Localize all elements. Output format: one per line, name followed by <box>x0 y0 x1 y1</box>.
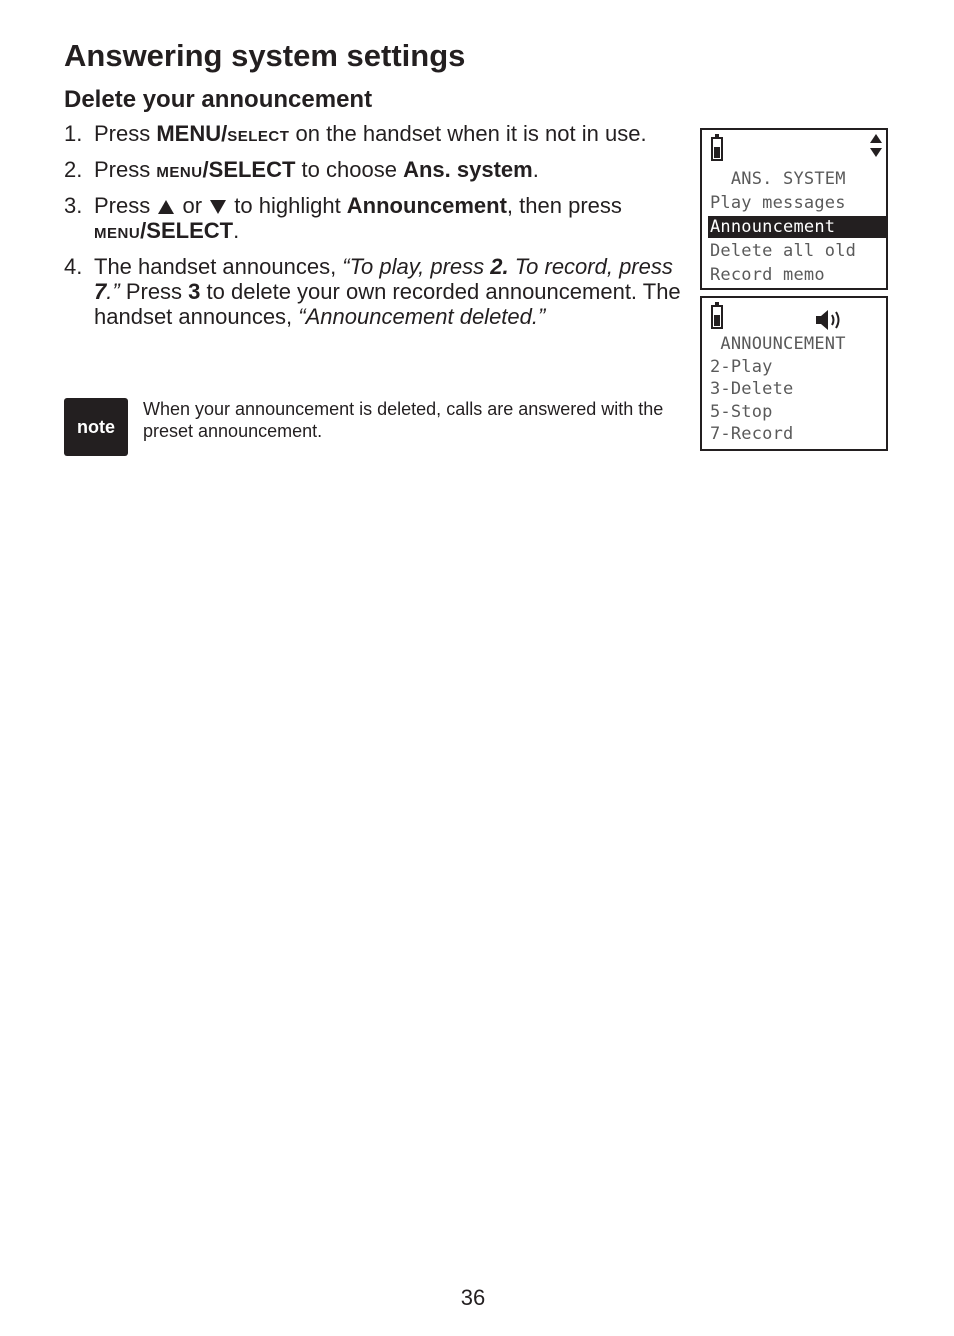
step-text: to choose <box>295 157 404 182</box>
page-number: 36 <box>460 1285 486 1310</box>
step-text: on the handset when it is not in use. <box>289 121 647 146</box>
step-2 <box>64 157 688 185</box>
menu-key-label: MENU <box>94 225 141 242</box>
key-label: 3 <box>188 279 201 304</box>
step-number: 4. <box>64 254 83 279</box>
step-1 <box>64 121 688 149</box>
instruction-steps <box>64 121 688 337</box>
screen-menu-item: 3-Delete <box>710 379 794 399</box>
screen-menu-item: 5-Stop <box>710 402 773 422</box>
step-text: to highlight <box>228 193 347 218</box>
step-text: or <box>176 193 209 218</box>
down-arrow-icon <box>210 200 226 214</box>
screen-menu-item-selected: Announcement <box>708 216 886 238</box>
step-text: , then press <box>506 193 622 218</box>
screen-menu-item: Record memo <box>710 265 825 285</box>
screen-menu-item: Play messages <box>710 193 846 213</box>
select-key-label: SELECT <box>227 128 290 145</box>
step-text: Press <box>94 157 157 182</box>
step-number: 2. <box>64 157 83 182</box>
select-key-label: /SELECT <box>140 218 234 243</box>
handset-screen-announcement <box>700 296 888 451</box>
menu-key-label: MENU/ <box>156 121 228 146</box>
step-text: Press <box>94 121 157 146</box>
step-text: to delete your own recorded announcement. The handset announces, <box>94 279 681 329</box>
step-text: The handset announces, <box>94 254 343 279</box>
section-title: Delete your announcement <box>64 86 373 113</box>
battery-icon <box>711 305 723 329</box>
step-text: Press <box>94 193 157 218</box>
step-text: . <box>532 157 539 182</box>
step-number: 3. <box>64 193 83 218</box>
screen-menu-item: Delete all old <box>710 241 857 261</box>
spoken-prompt: “To play, press 2. To record, press 7.” <box>94 254 673 304</box>
page-title: Answering system settings <box>64 38 466 73</box>
screen-menu-item: 2-Play <box>710 357 773 377</box>
scroll-arrows-icon <box>869 133 883 159</box>
handset-screen-ans-system <box>700 128 888 290</box>
screen-title: ANS. SYSTEM <box>710 169 846 189</box>
menu-option-name: Announcement <box>346 193 507 218</box>
screen-title: ANNOUNCEMENT <box>710 334 846 354</box>
note-text: When your announcement is deleted, calls are answered with the preset announcement. <box>143 399 664 441</box>
step-number: 1. <box>64 121 83 146</box>
menu-option-name: Ans. system <box>403 157 533 182</box>
step-3 <box>64 193 688 246</box>
step-text: . <box>233 218 240 243</box>
menu-key-label: MENU <box>156 164 203 181</box>
up-arrow-icon <box>158 200 174 214</box>
step-text: Press <box>119 279 189 304</box>
step-4 <box>64 254 688 329</box>
spoken-prompt: “Announcement deleted.” <box>298 304 546 329</box>
select-key-label: /SELECT <box>202 157 296 182</box>
speaker-icon <box>815 309 845 331</box>
battery-icon <box>711 137 723 161</box>
screen-menu-item: 7-Record <box>710 424 794 444</box>
note-badge: note <box>64 398 128 456</box>
